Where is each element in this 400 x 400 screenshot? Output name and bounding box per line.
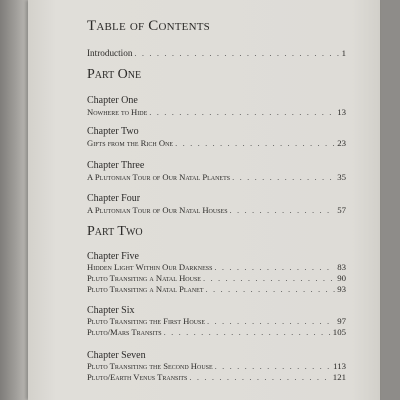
toc-entry[interactable] [87,361,346,372]
toc-entry[interactable] [87,273,346,284]
entry-page: 83 [337,262,346,272]
entry-page: 35 [337,172,346,182]
leader-dots [149,107,335,117]
entry-page: 121 [332,372,346,382]
entry-page: 1 [341,48,346,58]
leader-dots [203,273,335,283]
leader-dots [232,172,335,182]
toc-entry[interactable] [87,205,346,216]
entry-title: Gifts from the Rich One [87,138,174,148]
entry-page: 90 [337,273,346,283]
leader-dots [134,48,339,58]
chapter-label: Chapter Seven [87,350,146,361]
leader-dots [189,372,330,382]
entry-title: Pluto Transiting the First House [87,316,206,326]
entry-page: 93 [337,284,346,294]
chapter-label: Chapter Six [87,305,135,316]
entry-title: Pluto Transiting a Natal House [87,273,201,283]
leader-dots [175,138,335,148]
entry-title: Hidden Light Within Our Darkness [87,262,213,272]
toc-entry[interactable] [87,316,346,327]
part-heading: Part One [87,67,142,82]
entry-page: 113 [333,361,346,371]
entry-title: Pluto Transiting a Natal Planet [87,284,204,294]
toc-entry[interactable] [87,327,346,338]
leader-dots [215,361,331,371]
toc-entry[interactable] [87,107,346,118]
toc-title: Table of Contents [87,18,210,34]
toc-entry[interactable] [87,138,346,149]
toc-entry[interactable] [87,284,346,295]
entry-title: A Plutonian Tour of Our Natal Houses [87,205,228,215]
entry-title: Nowhere to Hide [87,107,148,117]
entry-title: Pluto Transiting the Second House [87,361,213,371]
leader-dots [207,316,335,326]
entry-page: 97 [337,316,346,326]
entry-title: A Plutonian Tour of Our Natal Planets [87,172,231,182]
entry-page: 13 [337,107,346,117]
entry-page: 23 [337,138,346,148]
entry-page: 57 [337,205,346,215]
part-heading: Part Two [87,224,143,239]
entry-page: 105 [332,327,346,337]
entry-title: Introduction [87,48,133,58]
entry-title: Pluto/Earth Venus Transits [87,372,188,382]
book-page [28,0,380,400]
leader-dots [164,327,331,337]
chapter-label: Chapter One [87,95,138,106]
chapter-label: Chapter Four [87,193,141,204]
toc-entry[interactable] [87,172,346,183]
chapter-label: Chapter Five [87,251,139,262]
entry-title: Pluto/Mars Transits [87,327,162,337]
leader-dots [214,262,335,272]
leader-dots [206,284,336,294]
toc-entry[interactable] [87,372,346,383]
chapter-label: Chapter Three [87,160,145,171]
toc-entry[interactable] [87,262,346,273]
chapter-label: Chapter Two [87,126,139,137]
toc-entry-introduction[interactable] [87,48,346,59]
leader-dots [230,205,336,215]
book-spine-shadow [0,0,28,400]
